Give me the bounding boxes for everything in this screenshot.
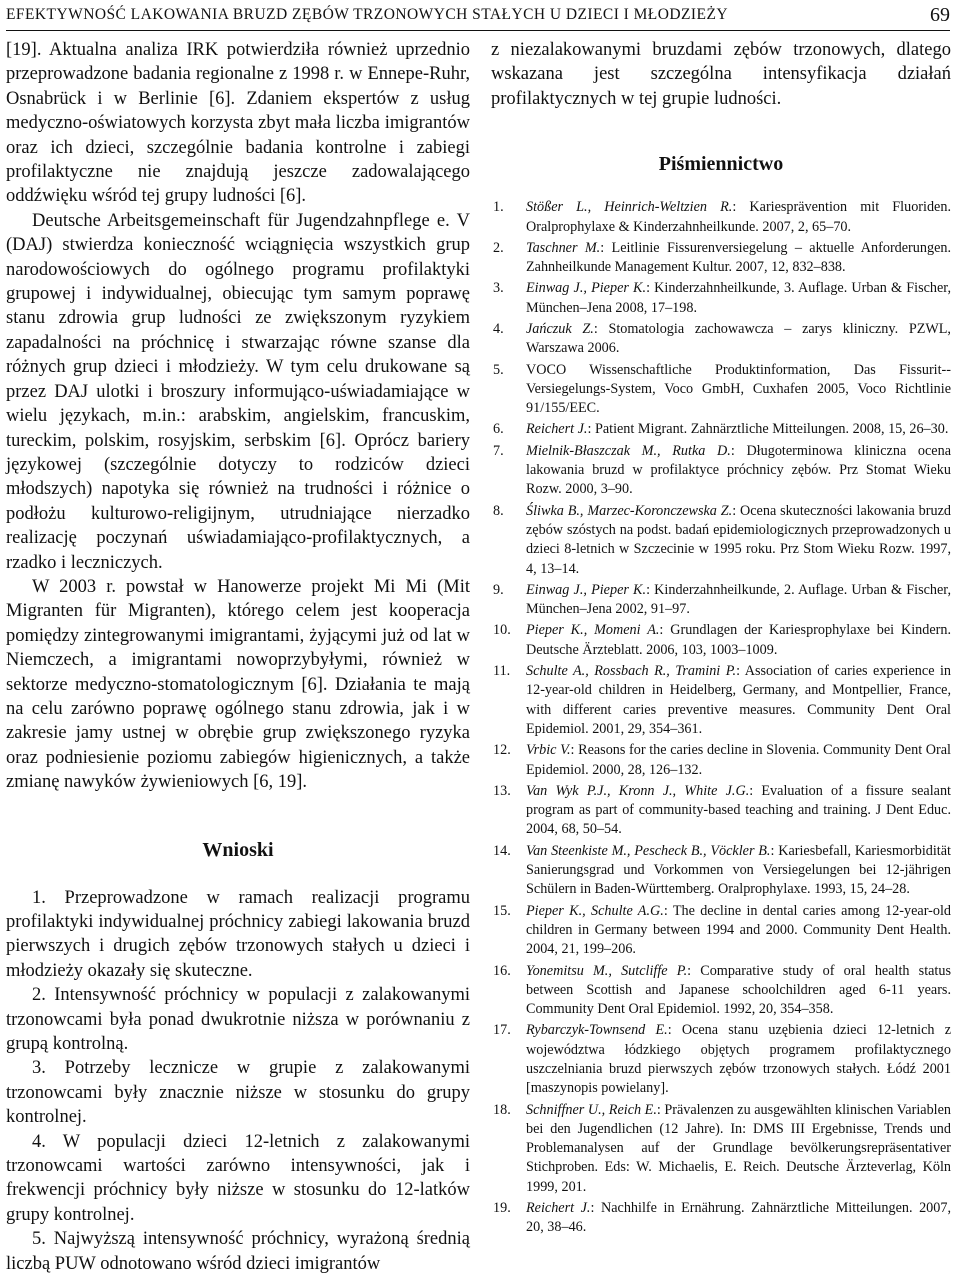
reference-number: 1.: [493, 199, 504, 216]
reference-authors: Taschner M.: [526, 239, 601, 256]
conclusion-item: 4. W populacji dzieci 12-letnich z zalakowanymi trzonowcami wartości zarówno intensywności, jak i frekwencji próchnicy były niższe w stosunku do 12-latków grupy kontrolnej.: [6, 1131, 470, 1225]
reference-text: : Ocena skuteczności lakowania bruzd zębów szóstych na podst. badań epidemiologicznych przeprowadzonych u dzieci 8-letnich w Szczecinie w 1995 roku. Prz Stom Wieku Rozw. 1997, 4, 13–14.: [526, 502, 951, 577]
reference-authors: Einwag J., Pieper K.: [526, 581, 647, 598]
reference-number: 17.: [493, 1022, 511, 1039]
reference-authors: Stößer L., Heinrich-Weltzien R.: [526, 199, 733, 216]
reference-authors: Schulte A., Rossbach R., Tramini P.: [526, 663, 737, 680]
reference-item: [491, 741, 951, 780]
reference-item: [491, 320, 951, 359]
reference-number: 3.: [493, 280, 504, 297]
reference-item: [491, 581, 951, 620]
reference-text: : Stomatologia zachowawcza – zarys kliniczny. PZWL, Warszawa 2006.: [526, 321, 951, 357]
reference-authors: Pieper K., Momeni A.: [526, 622, 660, 639]
reference-authors: Van Steenkiste M., Pescheck B., Vöckler B.: [526, 842, 771, 859]
reference-text: : The decline in dental caries among 12-year-old children in Germany between 1994 and 2000. Community Dent Health. 2004, 21, 199–206.: [526, 902, 951, 958]
reference-authors: Mielnik-Błaszczak M., Rutka D.: [526, 442, 731, 459]
conclusions-heading: Wnioski: [202, 838, 274, 861]
reference-text: : Reasons for the caries decline in Slovenia. Community Dent Oral Epidemiol. 2000, 28, 126–132.: [526, 742, 951, 778]
continuation-paragraph: z niezalakowanymi bruzdami zębów trzonowych, dlatego wskazana jest szczególna intensyfikacja działań profilaktycznych w tej grupie ludności.: [491, 40, 951, 109]
reference-item: [491, 902, 951, 960]
reference-number: 6.: [493, 421, 504, 438]
reference-item: [491, 1021, 951, 1098]
reference-item: [491, 621, 951, 660]
reference-item: [491, 962, 951, 1020]
reference-item: [491, 198, 951, 237]
reference-number: 9.: [493, 581, 504, 598]
reference-authors: Schniffner U., Reich E.: [526, 1101, 657, 1118]
reference-authors: Yonemitsu M., Sutcliffe P.: [526, 962, 688, 979]
reference-authors: Rybarczyk-Townsend E.: [526, 1022, 668, 1039]
references-heading: Piśmiennictwo: [658, 153, 784, 176]
reference-text: : Ocena stanu uzębienia dzieci 12-letnich z województwa łódzkiego objętych programem profilaktycznego uszczelniania bruzd pierwszych zębów trzonowych stałych. Łódź 2001 [maszynopis powielany].: [526, 1022, 951, 1097]
reference-number: 16.: [493, 962, 511, 979]
reference-text: : Kinderzahnheilkunde, 3. Auflage. Urban & Fischer, München–Jena 2008, 17–198.: [526, 280, 951, 316]
reference-item: [491, 239, 951, 278]
reference-text: : Długoterminowa kliniczna ocena lakowania bruzd w profilaktyce próchnicy zębów. Prz Stomat Wieku Rozw. 2000, 3–90.: [526, 442, 951, 498]
reference-number: 18.: [493, 1101, 511, 1118]
conclusion-item: 1. Przeprowadzone w ramach realizacji programu profilaktyki indywidualnej próchnicy zabiegi lakowania bruzd pierwszych i drugich zębów trzonowych stałych u dzieci i młodzieży okazały się skuteczne.: [6, 887, 470, 981]
reference-number: 12.: [493, 742, 511, 759]
reference-number: 4.: [493, 321, 504, 337]
reference-number: 8.: [493, 502, 504, 519]
reference-text: : Nachhilfe in Ernährung. Zahnärztliche Mitteilungen. 2007, 20, 38–46.: [526, 1200, 951, 1236]
reference-number: 5.: [493, 361, 504, 378]
page-number: 69: [930, 4, 950, 26]
references-list: [491, 198, 951, 1237]
reference-text: : Evaluation of a fissure sealant program as part of community-based teaching and training. J Dent Educ. 2004, 68, 50–54.: [526, 782, 951, 838]
conclusion-item: 5. Najwyższą intensywność próchnicy, wyrażoną średnią liczbą PUW odnotowano wśród dzieci imigrantów: [6, 1229, 470, 1274]
reference-number: 19.: [493, 1200, 511, 1217]
reference-item: [491, 1199, 951, 1238]
reference-authors: Van Wyk P.J., Kronn J., White J.G.: [526, 782, 750, 799]
reference-item: [491, 361, 951, 419]
reference-item: [491, 420, 951, 439]
reference-authors: Pieper K., Schulte A.G.: [526, 902, 664, 919]
reference-text: : Grundlagen der Kariesprophylaxe bei Kindern. Deutsche Ärzteblatt. 2006, 103, 1003–1009.: [526, 622, 951, 658]
reference-item: [491, 842, 951, 900]
reference-number: 14.: [493, 842, 511, 859]
reference-item: [491, 279, 951, 318]
reference-text: : Kariesbefall, Kariesmorbidität Sanierungsgrad und Vorkommen von Versiegelungen bei 12-jährigen Schülern in Baden-Württemberg. Oralprophylaxe. 1993, 15, 24–28.: [526, 842, 951, 898]
reference-item: [491, 442, 951, 500]
reference-number: 11.: [493, 663, 511, 680]
reference-text: : Association of caries experience in 12-year-old children in Heidelberg, Germany, and Montpellier, France, with different caries preventive measures. Community Dent Oral Epidemiol. 2001, 29, 354–361.: [526, 663, 951, 737]
reference-authors: Jańczuk Z.: [526, 321, 594, 337]
reference-authors: Śliwka B., Marzec-Koronczewska Z.: [526, 502, 733, 519]
reference-number: 7.: [493, 442, 504, 459]
daj-paragraph: Deutsche Arbeitsgemeinschaft für Jugendzahnpflege e. V (DAJ) stwierdza konieczność wciągnięcia wszystkich grup narodowościowych do ogólnego programu profilaktyki grupowej i indywidualnej, obiecując tym samym poprawę stanu zdrowia grup ludności ze zwiększonym ryzykiem zapadalności na próchnicę i stwarzając równe szanse dla różnych grup dzieci i młodzieży. W tym celu drukowane są przez DAJ ulotki i broszury informująco-uświadamiające w wielu językach, m.in.: arabskim, angielskim, francuskim, tureckim, polskim, rosyjskim, serbskim [6]. Oprócz bariery językowej (szczególnie dotyczy to rodziców dzieci młodszych) napotyka się również na trudności i różnice o podłożu kulturowo-religijnym, utrudniające nierzadko realizację poczynań uświadamiająco-profilaktycznych, a rzadko i leczniczych.: [6, 210, 470, 573]
reference-authors: Vrbic V.: [526, 742, 571, 759]
reference-text: : Patient Migrant. Zahnärztliche Mitteilungen. 2008, 15, 26–30.: [587, 421, 949, 438]
left-column: [6, 38, 470, 1276]
hanover-paragraph: W 2003 r. powstał w Hanowerze projekt Mi Mi (Mit Migranten für Migranten), którego celem jest kooperacja pomiędzy zintegrowanymi imigrantami, żyjącymi już od lat w Niemczech, a imigrantami nowoprzybyłymi, również w sektorze medyczno-stomatologicznym [6]. Działania te mają na celu zarówno poprawę ogólnego stanu zdrowia, jak i w zakresie jamy ustnej w obrębie grup zwiększonego ryzyka oraz podniesienie poziomu zabiegów higienicznych, a także zmianę nawyków żywieniowych [6, 19].: [6, 576, 470, 793]
running-header: [6, 6, 950, 31]
reference-text: : Kinderzahnheilkunde, 2. Auflage. Urban & Fischer, München–Jena 2002, 91–97.: [526, 581, 951, 618]
reference-item: [491, 502, 951, 579]
reference-number: 2.: [493, 239, 504, 256]
reference-number: 10.: [493, 622, 511, 639]
intro-paragraph: [19]. Aktualna analiza IRK potwierdziła również uprzednio przeprowadzone badania regionalne z 1998 r. w Ennepe-Ruhr, Osnabrück i w Berlinie [6]. Zdaniem ekspertów z usług medyczno-oświatowych korzysta zbyt mała liczba imigrantów oraz ich dzieci, szczególnie badania kontrolne i zabiegi profilaktyczne nie znajdują jeszcze zadowalającego oddźwięku wśród tej grupy ludności [6].: [6, 40, 470, 207]
reference-authors: Reichert J.: [526, 421, 588, 438]
conclusion-item: 3. Potrzeby lecznicze w grupie z zalakowanymi trzonowcami były znacznie niższe w stosunku do grupy kontrolnej.: [6, 1058, 470, 1128]
reference-number: 13.: [493, 782, 511, 799]
reference-number: 15.: [493, 902, 511, 919]
reference-item: [491, 782, 951, 840]
reference-text: : Comparative study of oral health status between Scottish and Japanese schoolchildren aged 6-11 years. Community Dent Oral Epidemiol. 1992, 20, 354–358.: [526, 962, 951, 1018]
reference-text: : Prävalenzen zu ausgewählten klinischen Variablen bei den Jugendlichen (12 Jahre). In: DMS III Ergebnisse, Trends und Problemanalysen auf der Grundlage bevölkerungsrepräsentativer Stichproben. Eds: W. Michaelis, E. Reich. Deutsche Ärzteverlag, Köln 1999, 201.: [526, 1101, 951, 1195]
right-column: [491, 38, 951, 1240]
reference-item: [491, 1101, 951, 1197]
reference-text: VOCO Wissenschaftliche Produktinformation, Das Fissurit--Versiegelungs-System, Voco GmbH, Cuxhafen 2005, Voco Richtlinie 91/155/EEC.: [526, 361, 951, 417]
reference-item: [491, 662, 951, 739]
reference-text: : Leitlinie Fissurenversiegelung – aktuelle Anforderungen. Zahnheilkunde Management Kultur. 2007, 12, 832–838.: [526, 239, 952, 276]
reference-authors: Reichert J.: [526, 1200, 591, 1217]
reference-text: : Kariesprävention mit Fluoriden. Oralprophylaxe & Kinderzahnheilkunde. 2007, 2, 65–70.: [526, 199, 951, 235]
reference-authors: Einwag J., Pieper K.: [526, 280, 647, 297]
conclusion-item: 2. Intensywność próchnicy w populacji z zalakowanymi trzonowcami była ponad dwukrotnie niższa w porównaniu z grupą kontrolną.: [6, 985, 470, 1055]
running-title: EFEKTYWNOŚĆ LAKOWANIA BRUZD ZĘBÓW TRZONOWYCH STAŁYCH U DZIECI I MŁODZIEŻY: [6, 6, 729, 23]
